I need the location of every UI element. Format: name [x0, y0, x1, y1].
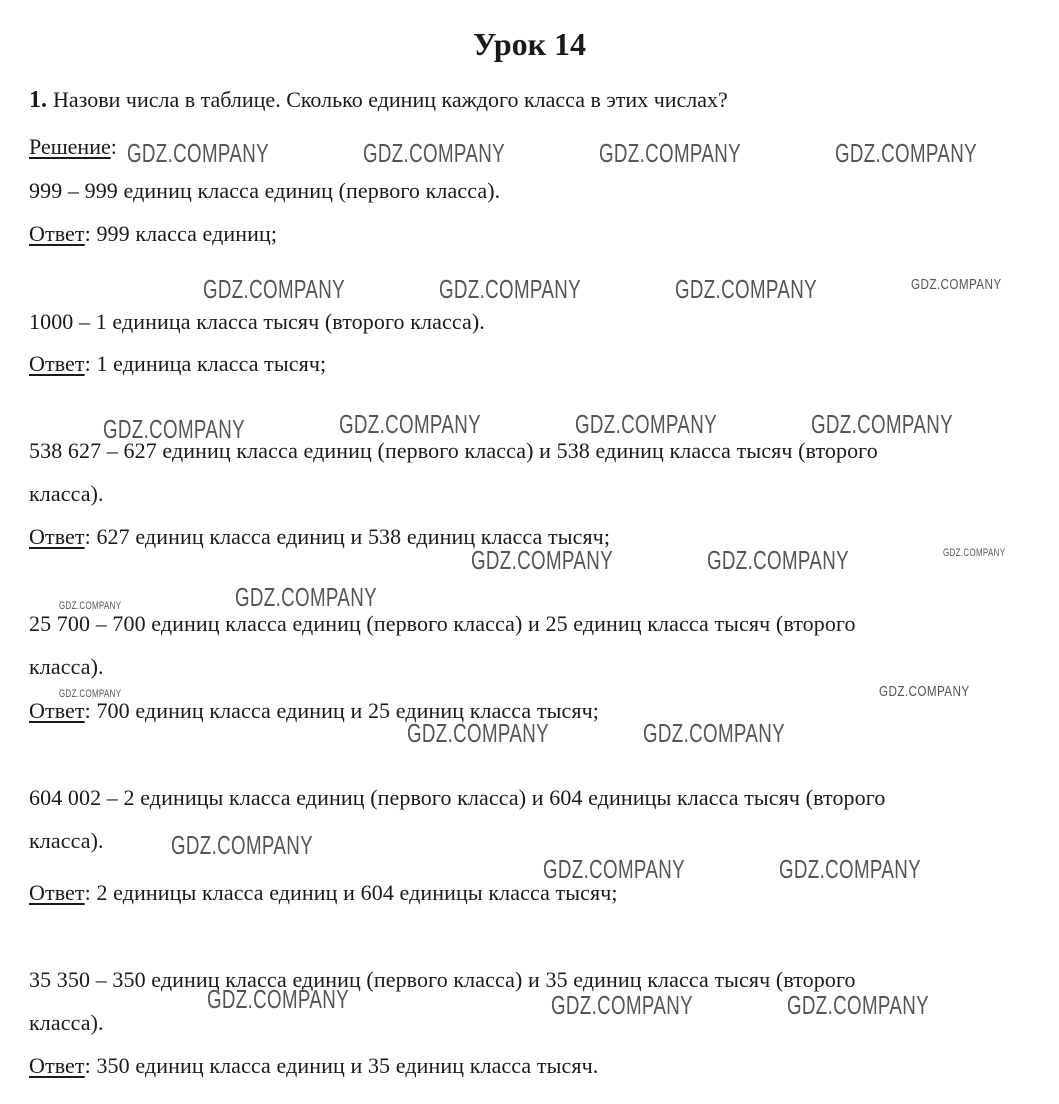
task-text: Назови числа в таблице. Сколько единиц каждого класса в этих числах?	[53, 87, 728, 112]
solution-label-colon: :	[110, 134, 117, 159]
solution-label-text: Решение	[29, 134, 111, 159]
watermark: GDZ.COMPANY	[203, 274, 345, 304]
explanation-line: 538 627 – 627 единиц класса единиц (первого класса) и 538 единиц класса тысяч (второго	[29, 438, 878, 463]
answer-text: : 2 единицы класса единиц и 604 единицы класса тысяч;	[84, 880, 618, 905]
answer-label: Ответ	[29, 880, 85, 905]
watermark: GDZ.COMPANY	[707, 545, 849, 575]
explanation-line: 1000 – 1 единица класса тысяч (второго класса).	[29, 309, 485, 334]
explanation-line: класса).	[29, 1010, 104, 1035]
explanation-line: 999 – 999 единиц класса единиц (первого класса).	[29, 178, 501, 203]
explanation-line: класса).	[29, 481, 104, 506]
watermark: GDZ.COMPANY	[127, 138, 269, 168]
explanation-line: 35 350 – 350 единиц класса единиц (первого класса) и 35 единиц класса тысяч (второго	[29, 967, 856, 992]
answer-text: : 1 единица класса тысяч;	[84, 351, 327, 376]
answer-label: Ответ	[29, 1053, 85, 1078]
watermark: GDZ.COMPANY	[339, 409, 481, 439]
solution-label	[29, 132, 117, 162]
watermark: GDZ.COMPANY	[675, 274, 817, 304]
watermark: GDZ.COMPANY	[171, 830, 313, 860]
answer-text: : 700 единиц класса единиц и 25 единиц класса тысяч;	[84, 698, 599, 723]
watermark: GDZ.COMPANY	[103, 414, 245, 444]
watermark: GDZ.COMPANY	[879, 683, 970, 700]
answer-label: Ответ	[29, 524, 85, 549]
answer-label: Ответ	[29, 221, 85, 246]
explanation-line: 604 002 – 2 единицы класса единиц (первого класса) и 604 единицы класса тысяч (второго	[29, 785, 886, 810]
answer-label: Ответ	[29, 351, 85, 376]
page-title: Урок 14	[472, 26, 587, 62]
watermark: GDZ.COMPANY	[471, 545, 613, 575]
watermark: GDZ.COMPANY	[779, 854, 921, 884]
answer-line	[29, 878, 618, 908]
watermark: GDZ.COMPANY	[543, 854, 685, 884]
answer-text: : 627 единиц класса единиц и 538 единиц класса тысяч;	[84, 524, 611, 549]
watermark: GDZ.COMPANY	[59, 688, 122, 700]
watermark: GDZ.COMPANY	[59, 600, 122, 612]
watermark: GDZ.COMPANY	[551, 990, 693, 1020]
answer-text: : 999 класса единиц;	[84, 221, 278, 246]
answer-label: Ответ	[29, 698, 85, 723]
answer-line	[29, 349, 326, 379]
watermark: GDZ.COMPANY	[943, 547, 1006, 559]
answer-line	[29, 1051, 598, 1081]
watermark: GDZ.COMPANY	[911, 276, 1002, 293]
watermark: GDZ.COMPANY	[835, 138, 977, 168]
task-statement	[29, 84, 728, 116]
watermark: GDZ.COMPANY	[787, 990, 929, 1020]
watermark: GDZ.COMPANY	[575, 409, 717, 439]
explanation-line: класса).	[29, 654, 104, 679]
explanation-line: класса).	[29, 828, 104, 853]
watermark: GDZ.COMPANY	[811, 409, 953, 439]
answer-line	[29, 219, 277, 249]
watermark: GDZ.COMPANY	[439, 274, 581, 304]
watermark: GDZ.COMPANY	[207, 984, 349, 1014]
watermark: GDZ.COMPANY	[235, 582, 377, 612]
watermark: GDZ.COMPANY	[407, 718, 549, 748]
watermark: GDZ.COMPANY	[599, 138, 741, 168]
task-number: 1.	[29, 87, 47, 113]
watermark: GDZ.COMPANY	[643, 718, 785, 748]
watermark: GDZ.COMPANY	[363, 138, 505, 168]
explanation-line: 25 700 – 700 единиц класса единиц (первого класса) и 25 единиц класса тысяч (второго	[29, 611, 856, 636]
answer-text: : 350 единиц класса единиц и 35 единиц класса тысяч.	[84, 1053, 599, 1078]
